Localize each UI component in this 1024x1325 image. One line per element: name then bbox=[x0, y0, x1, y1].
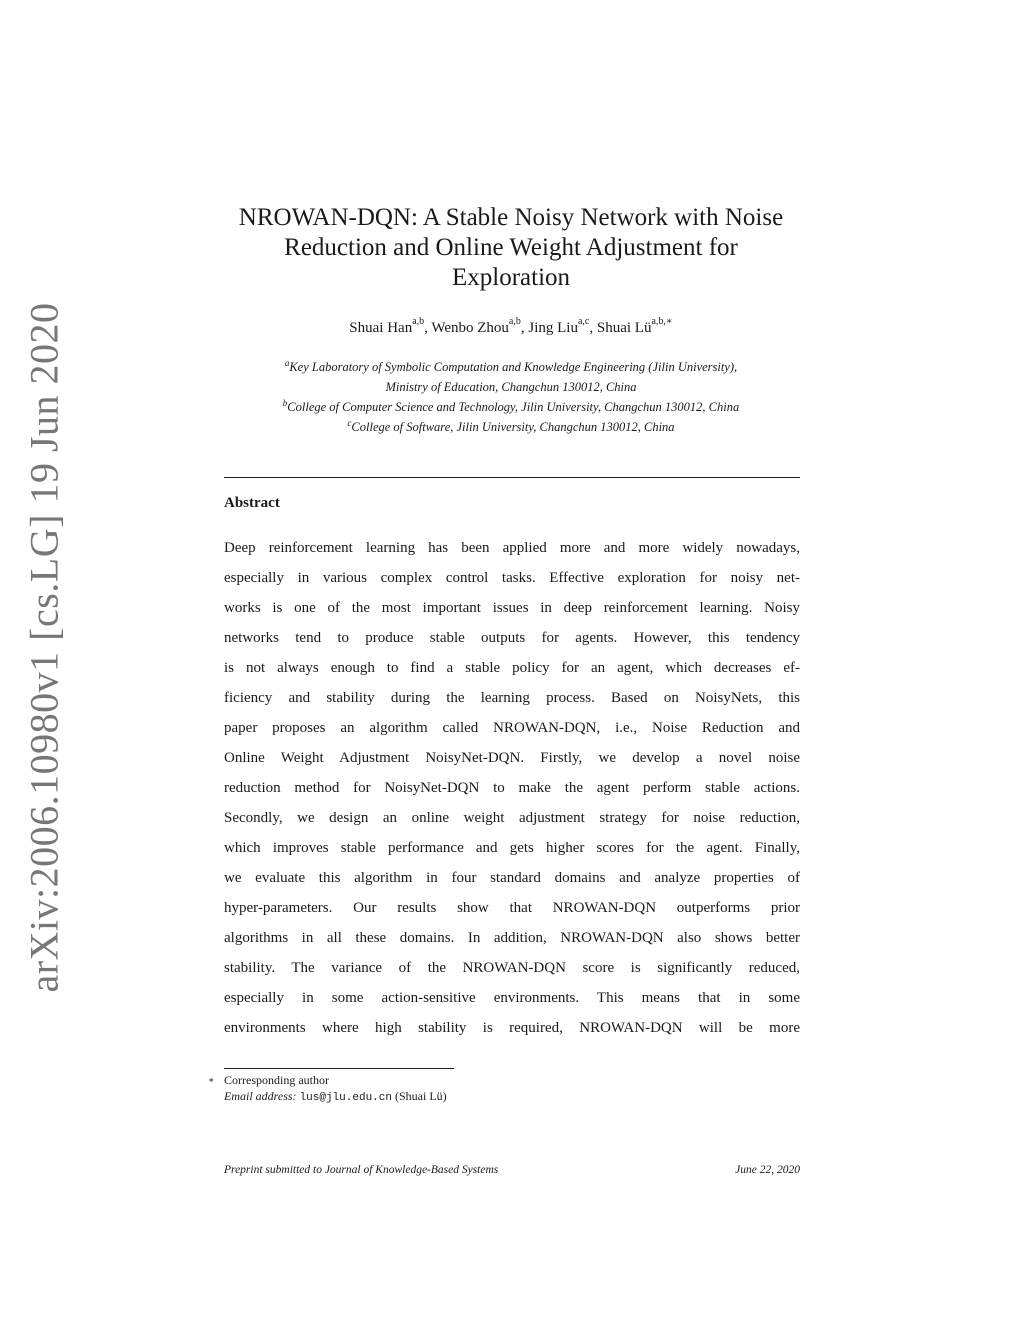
author-name: Jing Liu bbox=[528, 320, 578, 336]
author-sep: , bbox=[424, 320, 432, 336]
abstract-line: Online Weight Adjustment NoisyNet-DQN. Firstly, we develop a novel noise bbox=[224, 750, 800, 766]
abstract-line: works is one of the most important issues in deep reinforcement learning. Noisy bbox=[224, 600, 800, 616]
footnote-corresponding bbox=[208, 1072, 808, 1088]
footnote bbox=[208, 1072, 808, 1106]
page-footer bbox=[224, 1164, 800, 1176]
abstract-line: reduction method for NoisyNet-DQN to make the agent perform stable actions. bbox=[224, 780, 800, 796]
abstract-line: ficiency and stability during the learning process. Based on NoisyNets, this bbox=[224, 690, 800, 706]
abstract-line: hyper-parameters. Our results show that NROWAN-DQN outperforms prior bbox=[224, 900, 800, 916]
arxiv-stamp-text: arXiv:2006.10980v1 [cs.LG] 19 Jun 2020 bbox=[21, 302, 67, 993]
affiliation-line bbox=[200, 415, 822, 435]
author-sep: , bbox=[520, 320, 529, 336]
author-affil-mark: a,b bbox=[412, 316, 425, 327]
footnote-email-owner: (Shuai Lü) bbox=[394, 1089, 447, 1103]
affiliation-line bbox=[200, 375, 822, 395]
author-list bbox=[200, 318, 822, 337]
footnote-rule bbox=[224, 1068, 454, 1069]
paper-title bbox=[200, 203, 822, 293]
affiliation-mark: b bbox=[282, 398, 288, 409]
abstract-line: stability. The variance of the NROWAN-DQN score is significantly reduced, bbox=[224, 960, 800, 976]
affiliation-text: Ministry of Education, Changchun 130012, China bbox=[385, 380, 637, 395]
abstract-line: environments where high stability is required, NROWAN-DQN will be more bbox=[224, 1020, 800, 1036]
abstract-line: which improves stable performance and gets higher scores for the agent. Finally, bbox=[224, 840, 800, 856]
title-line: NROWAN-DQN: A Stable Noisy Network with Noise bbox=[238, 204, 784, 231]
author-affil-mark: a,b bbox=[508, 316, 521, 327]
footnote-email-link[interactable]: lus@jlu.edu.cn bbox=[299, 1092, 392, 1104]
author-name: Shuai Lü bbox=[596, 320, 652, 336]
abstract-top-rule bbox=[224, 477, 800, 478]
affiliation-text: College of Computer Science and Technology, Jilin University, Changchun 130012, China bbox=[287, 400, 740, 415]
title-line: Reduction and Online Weight Adjustment for bbox=[284, 234, 738, 261]
abstract-line: especially in some action-sensitive environments. This means that in some bbox=[224, 990, 800, 1006]
affiliations bbox=[200, 355, 822, 436]
footnote-corresponding-text: Corresponding author bbox=[224, 1073, 329, 1087]
author-name: Shuai Han bbox=[349, 320, 413, 336]
abstract-line: we evaluate this algorithm in four standard domains and analyze properties of bbox=[224, 870, 800, 886]
abstract-line: paper proposes an algorithm called NROWAN-DQN, i.e., Noise Reduction and bbox=[224, 720, 800, 736]
footnote-mark: ∗ bbox=[208, 1075, 215, 1085]
affiliation-line bbox=[200, 395, 822, 415]
affiliation-text: College of Software, Jilin University, Changchun 130012, China bbox=[351, 420, 675, 435]
author-name: Wenbo Zhou bbox=[431, 320, 509, 336]
author-sep: , bbox=[589, 320, 597, 336]
abstract-line: networks tend to produce stable outputs for agents. However, this tendency bbox=[224, 630, 800, 646]
affiliation-line bbox=[200, 355, 822, 375]
abstract-line: especially in various complex control tasks. Effective exploration for noisy net- bbox=[224, 570, 800, 586]
abstract-line: is not always enough to find a stable policy for an agent, which decreases ef- bbox=[224, 660, 800, 676]
abstract-line: Deep reinforcement learning has been applied more and more widely nowadays, bbox=[224, 540, 800, 556]
affiliation-mark: c bbox=[347, 418, 352, 429]
author-affil-mark: a,b,∗ bbox=[651, 316, 673, 327]
arxiv-side-stamp bbox=[18, 302, 70, 993]
footer-journal: Preprint submitted to Journal of Knowledge-Based Systems bbox=[224, 1164, 499, 1176]
footnote-email-label: Email address: bbox=[224, 1089, 297, 1103]
footer-date: June 22, 2020 bbox=[735, 1164, 800, 1176]
abstract-body bbox=[224, 533, 800, 1043]
abstract-line: Secondly, we design an online weight adjustment strategy for noise reduction, bbox=[224, 810, 800, 826]
abstract-line: algorithms in all these domains. In addition, NROWAN-DQN also shows better bbox=[224, 930, 800, 946]
author-affil-mark: a,c bbox=[577, 316, 590, 327]
title-line: Exploration bbox=[451, 264, 571, 291]
footnote-email-row bbox=[208, 1088, 808, 1106]
affiliation-mark: a bbox=[284, 358, 290, 368]
abstract-heading: Abstract bbox=[224, 495, 280, 511]
affiliation-text: Key Laboratory of Symbolic Computation and Knowledge Engineering (Jilin University), bbox=[289, 360, 738, 375]
